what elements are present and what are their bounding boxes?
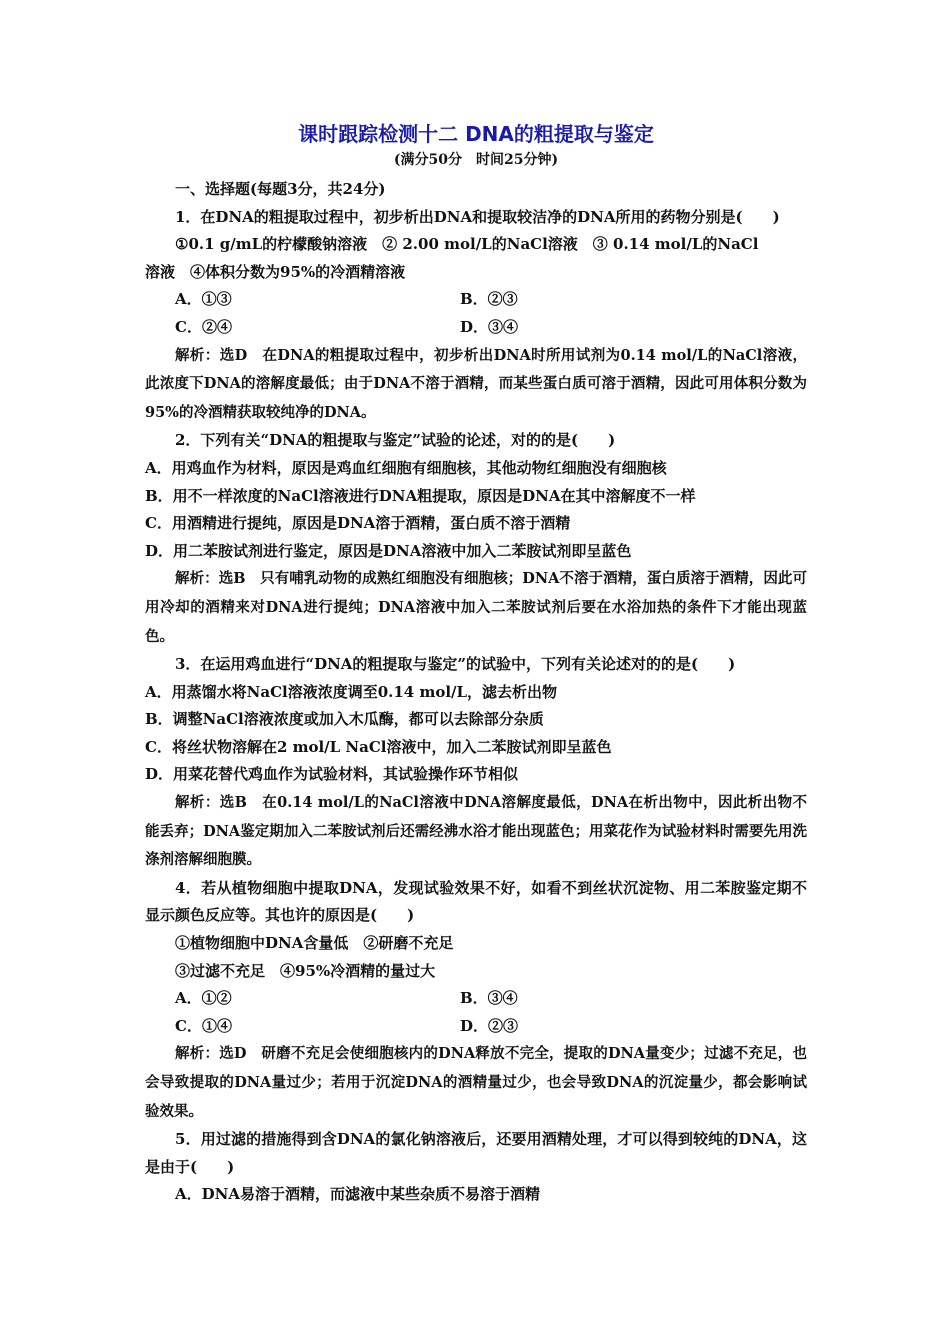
question-1-option-c[interactable]: C．②④	[175, 317, 232, 336]
question-4-option-b[interactable]: B．③④	[460, 989, 518, 1008]
question-1-items-line-2: 溶液 ④体积分数为95%的冷酒精溶液	[145, 262, 406, 281]
explanation-label: 解析：	[175, 1045, 220, 1063]
question-3-option-c[interactable]: C．将丝状物溶解在2 mol/L NaCl溶液中，加入二苯胺试剂即呈蓝色	[145, 737, 612, 756]
question-4-option-d[interactable]: D．②③	[460, 1016, 519, 1035]
question-4-stem: 4．若从植物细胞中提取DNA，发现试验效果不好，如看不到丝状沉淀物、用二苯胺鉴定期不显示颜色反应等。其也许的原因是( )	[145, 878, 807, 925]
question-1-explanation	[145, 342, 807, 428]
document-page	[145, 118, 807, 1209]
question-4-options-row-2	[145, 1013, 807, 1041]
question-4-items-line-1: ①植物细胞中DNA含量低 ②研磨不充足	[175, 934, 454, 953]
question-4-items-line-2: ③过滤不充足 ④95%冷酒精的量过大	[175, 961, 436, 980]
question-2-stem: 2．下列有关“DNA的粗提取与鉴定”试验的论述，对的的是( )	[175, 431, 616, 450]
page-subtitle: (满分50分 时间25分钟)	[393, 152, 559, 168]
explanation-text: 选D 研磨不充足会使细胞核内的DNA释放不完全，提取的DNA量变少；过滤不充足，也会导致提取的DNA量过少；若用于沉淀DNA的酒精量过少，也会导致DNA的沉淀量少，都会影响试验效果。	[145, 1045, 808, 1120]
explanation-text: 选B 只有哺乳动物的成熟红细胞没有细胞核；DNA不溶于酒精，蛋白质溶于酒精，因此可用冷却的酒精来对DNA进行提纯；DNA溶液中加入二苯胺试剂后要在水浴加热的条件下才能出现蓝色。	[145, 570, 807, 645]
question-1-items-line-1: ①0.1 g/mL的柠檬酸钠溶液 ② 2.00 mol/L的NaCl溶液 ③ 0.14 mol/L的NaCl	[175, 235, 759, 254]
question-4-explanation	[145, 1040, 807, 1126]
question-1-options-row-2	[145, 314, 807, 342]
question-2-option-a[interactable]: A．用鸡血作为材料，原因是鸡血红细胞有细胞核，其他动物红细胞没有细胞核	[145, 458, 667, 477]
question-2-option-d[interactable]: D．用二苯胺试剂进行鉴定，原因是DNA溶液中加入二苯胺试剂即呈蓝色	[145, 541, 632, 560]
question-3-option-d[interactable]: D．用菜花替代鸡血作为试验材料，其试验操作环节相似	[145, 765, 519, 784]
question-2-option-c[interactable]: C．用酒精进行提纯，原因是DNA溶于酒精，蛋白质不溶于酒精	[145, 514, 571, 533]
question-1-stem: 1．在DNA的粗提取过程中，初步析出DNA和提取较洁净的DNA所用的药物分别是( )	[175, 207, 780, 226]
explanation-text: 选D 在DNA的粗提取过程中，初步析出DNA时所用试剂为0.14 mol/L的NaCl溶液，此浓度下DNA的溶解度最低；由于DNA不溶于酒精，而某些蛋白质可溶于酒精，因此可用体积分数为95%的冷酒精获取较纯净的DNA。	[145, 346, 807, 421]
section-heading: 一、选择题(每题3分，共24分)	[175, 180, 386, 198]
question-3-option-b[interactable]: B．调整NaCl溶液浓度或加入木瓜酶，都可以去除部分杂质	[145, 710, 544, 729]
question-3-option-a[interactable]: A．用蒸馏水将NaCl溶液浓度调至0.14 mol/L，滤去析出物	[145, 682, 558, 701]
question-1-option-d[interactable]: D．③④	[460, 317, 519, 336]
question-2-option-b[interactable]: B．用不一样浓度的NaCl溶液进行DNA粗提取，原因是DNA在其中溶解度不一样	[145, 486, 696, 505]
question-3-stem: 3．在运用鸡血进行“DNA的粗提取与鉴定”的试验中，下列有关论述对的的是( )	[175, 655, 736, 674]
explanation-label: 解析：	[175, 570, 219, 588]
question-1-options-row-1	[145, 286, 807, 314]
explanation-label: 解析：	[175, 346, 220, 364]
question-5-stem: 5．用过滤的措施得到含DNA的氯化钠溶液后，还要用酒精处理，才可以得到较纯的DNA，这是由于( )	[145, 1130, 807, 1176]
page-title: 课时跟踪检测十二 DNA的粗提取与鉴定	[298, 122, 654, 146]
question-4-option-c[interactable]: C．①④	[175, 1016, 232, 1035]
question-4-options-row-1	[145, 985, 807, 1013]
question-3-explanation	[145, 789, 807, 875]
question-4-option-a[interactable]: A．①②	[175, 989, 232, 1008]
explanation-text: 选B 在0.14 mol/L的NaCl溶液中DNA溶解度最低，DNA在析出物中，因此析出物不能丢弃；DNA鉴定期加入二苯胺试剂后还需经沸水浴才能出现蓝色；用菜花作为试验材料时需要先用洗涤剂溶解细胞膜。	[145, 794, 807, 869]
question-5-option-a[interactable]: A．DNA易溶于酒精，而滤液中某些杂质不易溶于酒精	[175, 1185, 540, 1204]
explanation-label: 解析：	[175, 794, 220, 812]
question-1-option-a[interactable]: A．①③	[175, 290, 232, 309]
question-1-option-b[interactable]: B．②③	[460, 290, 518, 309]
question-2-explanation	[145, 565, 807, 651]
